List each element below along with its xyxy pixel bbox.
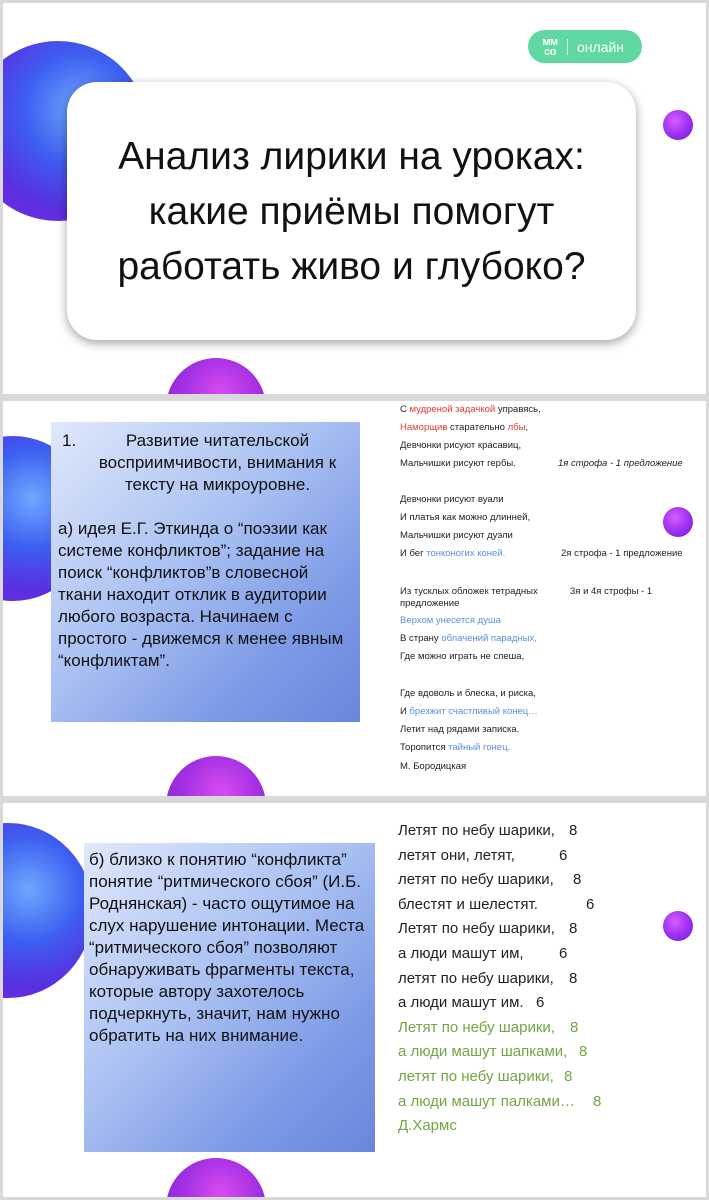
poem-line: летят они, летят, 6 [398,844,698,869]
poem-line: Верхом унесется душа [400,615,501,626]
syllable-count: 6 [536,994,545,1012]
decor-sphere-purple [166,756,266,796]
decor-sphere-purple [166,358,266,394]
decor-sphere-blue [3,823,93,998]
poem-line: летят по небу шарики, 8 [398,967,698,992]
decor-sphere-purple [166,1158,266,1197]
text-box [84,843,375,1152]
poem-line: Летят по небу шарики, 8 [398,819,698,844]
poem-line-highlight: а люди машут шапками, 8 [398,1040,698,1065]
poem-line: Из тусклых обложек тетрадных [400,586,538,597]
poem-line: Мальчишки рисуют гербы. [400,458,516,469]
poem-line: а люди машут им, 6 [398,942,698,967]
page-title [77,129,627,294]
poem-harms [398,819,698,1139]
logo-divider [567,39,568,55]
list-text: Развитие читательской восприимчивости, внимания к тексту на микроуровне. [98,431,337,494]
title-card [67,82,636,340]
syllable-count: 6 [559,846,568,864]
list-number: 1. [62,431,77,450]
poem-line-highlight: Летят по небу шарики, 8 [398,1016,698,1041]
poem-line: В страну облачений парадных, [400,633,537,644]
poem-line: а люди машут им. 6 [398,991,698,1016]
poem-line: блестят и шелестят. 6 [398,893,698,918]
slide-conflicts [3,401,706,796]
slide-rhythm [3,803,706,1197]
brand-logo [528,30,642,63]
poem-note: 2я строфа - 1 предложение [561,548,683,559]
poem-line: И брезжит счастливый конец… [400,706,538,717]
poem-line: Где можно играть не спеша, [400,651,525,662]
syllable-count: 8 [593,1092,602,1110]
syllable-count: 8 [564,1067,573,1085]
poem-line-highlight: летят по небу шарики, 8 [398,1065,698,1090]
title-line-3: работать живо и глубоко? [117,244,586,288]
poem-line: Где вдоволь и блеска, и риска, [400,688,536,699]
poem-line: предложение [400,598,460,609]
syllable-count: 6 [559,944,568,962]
poem-line-highlight: а люди машут палками… 8 [398,1090,698,1115]
decor-dot [663,110,693,140]
logo-mark-bottom: со [544,45,556,58]
poem-line: И бег тонконогих коней. [400,548,506,559]
logo-mark-icon [539,37,561,57]
syllable-count: 8 [579,1043,588,1061]
poem-line: С мудреной задачкой управясь, [400,404,541,415]
paragraph: б) близко к понятию “конфликта” понятие “ритмического сбоя” (И.Б. Роднянская) - часто ощутимое на слух нарушение интонации. Места “ритмического сбоя” позволяют обнаруживать фрагменты текста, которые автору захотелось подчеркнуть, значит, нам нужно обратить на них внимание. [89,850,365,1045]
title-line-1: Анализ лирики на уроках: [118,134,585,178]
syllable-count: 6 [586,895,595,913]
poem-line: И платья как можно длинней, [400,512,531,523]
poem-line: Наморщив старательно лбы, [400,422,529,433]
syllable-count: 8 [569,920,578,938]
list-item [58,430,353,496]
paragraph: а) идея Е.Г. Эткинда о “поэзии как системе конфликтов”; задание на поиск “конфликтов”в словесной ткани находит отклик в аудитории любого возраста. Начинаем с простого - движемся к менее явным “конфликтам”. [58,519,344,670]
poem-note: 1я строфа - 1 предложение [558,458,683,469]
poem-note: 3я и 4я строфы - 1 [570,586,653,597]
poem-line: Торопится тайный гонец. [400,742,511,753]
text-box [51,422,360,722]
title-line-2: какие приёмы помогут [148,189,555,233]
poem-line: Мальчишки рисуют дуэли [400,530,513,541]
decor-dot [663,507,693,537]
syllable-count: 8 [570,1018,579,1036]
slide-title [3,3,706,394]
syllable-count: 8 [569,969,578,987]
logo-text: онлайн [577,38,625,55]
poem-line: Летят по небу шарики, 8 [398,917,698,942]
poem-line: Девчонки рисуют вуали [400,494,504,505]
poem-line: летят по небу шарики, 8 [398,868,698,893]
syllable-count: 8 [569,822,578,839]
poem-line: Девчонки рисуют красавиц, [400,440,522,451]
syllable-count: 8 [573,871,582,889]
poem-author: Д.Хармс [398,1117,457,1135]
logo-mark-top: мм [542,35,558,48]
poem-author: М. Бородицкая [400,761,467,772]
poem-line: Летит над рядами записка. [400,724,520,735]
